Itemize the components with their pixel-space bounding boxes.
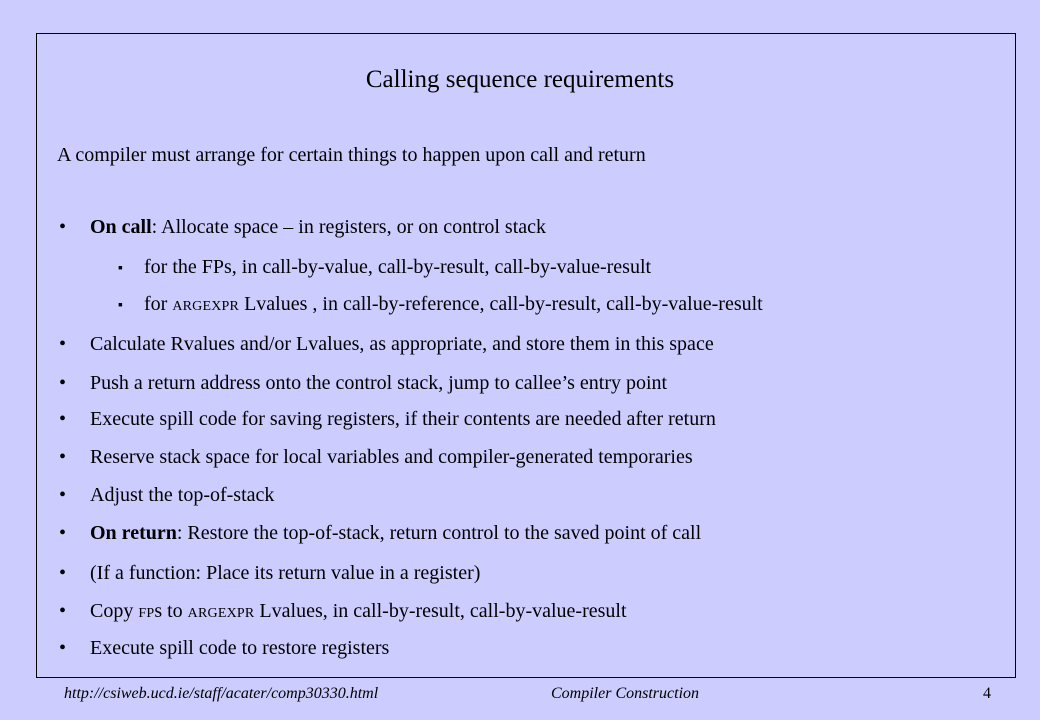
- sub-bullet-post: Lvalues , in call-by-reference, call-by-result, call-by-value-result: [239, 293, 763, 315]
- bullet-icon: •: [59, 522, 67, 544]
- bullet-text: Reserve stack space for local variables and compiler-generated temporaries: [90, 446, 693, 468]
- copy-pre: Copy: [90, 600, 139, 622]
- argexpr-term: ARGEXPR: [172, 299, 240, 314]
- page-number: 4: [983, 685, 991, 702]
- copy-mid: s to: [154, 600, 188, 622]
- slide-title: Calling sequence requirements: [365, 66, 675, 93]
- bullet-rest-text: : Restore the top-of-stack, return control to the saved point of call: [176, 522, 702, 544]
- bullet-icon: •: [59, 446, 67, 468]
- sub-bullet-pre: for: [144, 293, 173, 315]
- intro-text: A compiler must arrange for certain things to happen upon call and return: [57, 144, 646, 166]
- square-bullet-icon: ▪: [118, 261, 123, 276]
- bullet-text: Execute spill code for saving registers, if their contents are needed after return: [90, 408, 716, 430]
- bullet-text: [90, 597, 627, 628]
- sub-bullet-text: for the FPs, in call-by-value, call-by-result, call-by-value-result: [144, 256, 652, 278]
- bullet-icon: •: [59, 372, 67, 394]
- bullet-text: Execute spill code to restore registers: [90, 637, 390, 659]
- bullet-icon: •: [59, 562, 67, 584]
- bullet-icon: •: [59, 333, 67, 355]
- bullet-bold-label: On call: [90, 216, 152, 238]
- bullet-text: Adjust the top-of-stack: [90, 484, 275, 506]
- footer-course-name: Compiler Construction: [551, 685, 700, 702]
- footer-url: http://csiweb.ucd.ie/staff/acater/comp30330.html: [64, 685, 379, 702]
- bullet-text: [90, 213, 546, 241]
- bullet-rest-text: : Allocate space – in registers, or on control stack: [151, 216, 546, 238]
- bullet-text: [90, 519, 701, 547]
- bullet-icon: •: [59, 600, 67, 622]
- bullet-icon: •: [59, 484, 67, 506]
- argexpr-term: ARGEXPR: [187, 606, 255, 621]
- sub-bullet-text: [144, 290, 763, 321]
- bullet-icon: •: [59, 408, 67, 430]
- copy-post: Lvalues, in call-by-result, call-by-value-result: [254, 600, 627, 622]
- bullet-text: Calculate Rvalues and/or Lvalues, as appropriate, and store them in this space: [90, 333, 714, 355]
- square-bullet-icon: ▪: [118, 298, 123, 313]
- bullet-bold-label: On return: [90, 522, 177, 544]
- bullet-icon: •: [59, 216, 67, 238]
- bullet-icon: •: [59, 637, 67, 659]
- bullet-text: (If a function: Place its return value in a register): [90, 562, 481, 584]
- fp-term: FP: [138, 606, 155, 621]
- bullet-text: Push a return address onto the control stack, jump to callee’s entry point: [90, 372, 668, 394]
